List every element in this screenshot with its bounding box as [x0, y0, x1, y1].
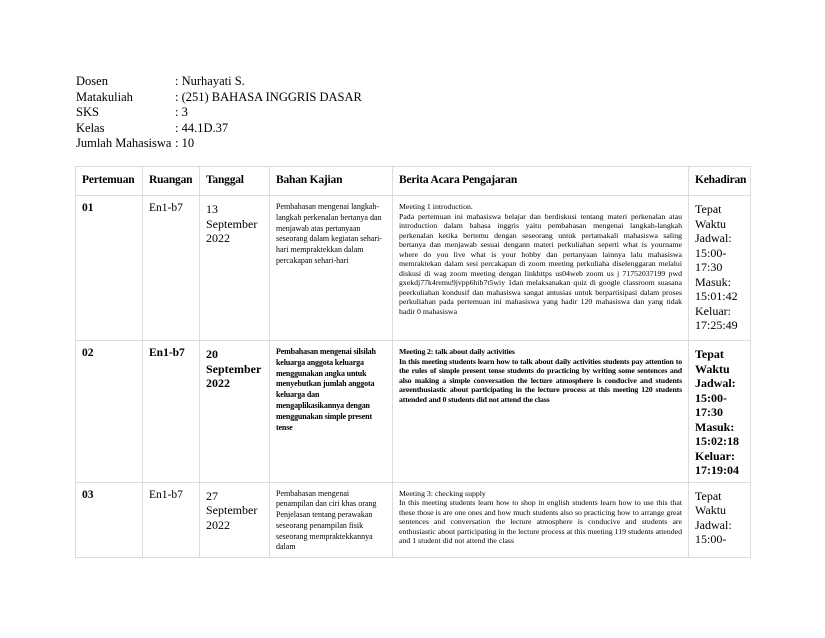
berita-acara-cell	[393, 341, 689, 483]
kehadiran-keluar: Keluar: 17:19:04	[695, 448, 739, 477]
kehadiran-masuk: Masuk: 15:01:42	[695, 274, 738, 303]
column-header-ruangan: Ruangan	[143, 167, 200, 196]
column-header-bahan-kajian: Bahan Kajian	[270, 167, 393, 196]
table-row	[76, 196, 751, 341]
ruangan-cell: En1-b7	[143, 341, 200, 483]
attendance-table	[75, 166, 751, 558]
berita-title: Meeting 3: checking supply	[399, 488, 486, 498]
kehadiran-cell	[689, 482, 751, 558]
jumlah-label: Jumlah Mahasiswa	[76, 136, 172, 150]
dosen-label: Dosen	[76, 74, 108, 88]
kehadiran-masuk: Masuk: 15:02:18	[695, 419, 739, 448]
column-header-berita-acara: Berita Acara Pengajaran	[393, 167, 689, 196]
berita-title: Meeting 1 introduction.	[399, 202, 473, 211]
tanggal-cell: 27 September 2022	[200, 482, 270, 558]
jumlah-value: : 10	[175, 136, 195, 150]
bahan-kajian-cell: Pembahasan mengenai langkah-langkah perkenalan bertanya dan menjawab atas pertanyaan seseorang dalam kegiatan sehari-hari mempraktekkan dalam percakapan sehari-hari	[270, 196, 393, 341]
ruangan-cell: En1-b7	[143, 482, 200, 558]
column-header-pertemuan: Pertemuan	[76, 167, 143, 196]
info-row-kelas	[76, 121, 362, 137]
kehadiran-cell	[689, 196, 751, 341]
berita-acara-cell	[393, 482, 689, 558]
sks-label: SKS	[76, 105, 99, 119]
pertemuan-cell: 03	[76, 482, 143, 558]
kehadiran-jadwal: Jadwal: 15:00-17:30	[695, 231, 732, 274]
pertemuan-cell: 02	[76, 341, 143, 483]
bahan-kajian-cell: Pembahasan mengenai silsilah keluarga anggota keluarga menggunakan angka untuk menyebutkan jumlah anggota keluarga dan mengaplikasikannya dengan menggunakan simple present tense	[270, 341, 393, 483]
berita-body: Pada pertemuan ini mahasiswa belajar dan berdiskusi tentang materi perkenalan atau introduction dalam bahasa inggris yaitu pembahasan mengenai langkah-langkah perkenalan ketika bertemu dengan seseorang untuk pertamakali mahasiswa saling bertanya dan menjawab sesuai dengann materi perkuliahan seperti what is yourname where do you live what is your hobby dan pertanyaan lainnya lalu mahasiswa memraktekan dalam sesi percakapan di zoom meeting perkuliaha diselenggaran melalui diskusi di wag zoom meeting dengan linkhttps us04web zoom us j 71752037199 pwd gxekdj77k4remu9jvpp6hib7t5wiy 1dan melaksanakan quiz di google classroom suasana peerkuliahan kondusif dan mahasiswa sangat antusias untuk berpartisipasi dalam proses perkuliahan pada pertemuan ini mahasiswa yang hadir 120 mahasiswa dan yang tidak hadir 0 mahasiswa	[399, 211, 682, 316]
kehadiran-status: Tepat Waktu	[695, 488, 727, 517]
info-row-jumlah	[76, 136, 362, 152]
info-row-sks	[76, 105, 362, 121]
dosen-value: : Nurhayati S.	[175, 74, 245, 88]
table-row	[76, 341, 751, 483]
kehadiran-status: Tepat Waktu	[695, 202, 727, 231]
course-info	[76, 74, 362, 152]
ruangan-cell: En1-b7	[143, 196, 200, 341]
info-row-dosen	[76, 74, 362, 90]
kehadiran-jadwal: Jadwal: 15:00-17:30	[695, 376, 736, 419]
matakuliah-value: : (251) BAHASA INGGRIS DASAR	[175, 89, 362, 104]
kelas-value: : 44.1D.37	[175, 120, 229, 135]
berita-acara-cell	[393, 196, 689, 341]
info-row-matakuliah	[76, 90, 362, 106]
kehadiran-jadwal: Jadwal: 15:00-	[695, 517, 732, 546]
berita-body: In this meeting students learn how to talk about daily activities students pay attention to the rules of simple present tense students do practicing by writing some sentences and also making a simple conversation the lecture atmosphere is conducive and students areenthusiastic about participating in the lecture process at this meeting 120 students attended and 0 students did not attend the class	[399, 356, 682, 404]
column-header-kehadiran: Kehadiran	[689, 167, 751, 196]
bahan-kajian-cell: Pembahasan mengenai penampilan dan ciri khas orang Penjelasan tentang perawakan seseorang penampilan fisik seseorang mempraktekkannya dalam	[270, 482, 393, 558]
tanggal-cell: 20 September 2022	[200, 341, 270, 483]
kehadiran-status: Tepat Waktu	[695, 347, 730, 376]
sks-value: : 3	[175, 105, 188, 119]
pertemuan-cell: 01	[76, 196, 143, 341]
tanggal-cell: 13 September 2022	[200, 196, 270, 341]
kelas-label: Kelas	[76, 120, 105, 135]
kehadiran-cell	[689, 341, 751, 483]
column-header-tanggal: Tanggal	[200, 167, 270, 196]
berita-body: In this meeting students learn how to shop in english students learn how to use this that these those is are one ones and how much students also so practicing how to arrange great sentences and conversation the lecture atmosphere is conducive and students are enthusiastic about participating in the lecture process at this meeting 119 students attended and 1 student did not attend the class	[399, 498, 682, 545]
kehadiran-keluar: Keluar: 17:25:49	[695, 303, 738, 332]
table-header-row	[76, 167, 751, 196]
berita-title: Meeting 2: talk about daily activities	[399, 347, 515, 356]
table-row	[76, 482, 751, 558]
matakuliah-label: Matakuliah	[76, 89, 133, 104]
